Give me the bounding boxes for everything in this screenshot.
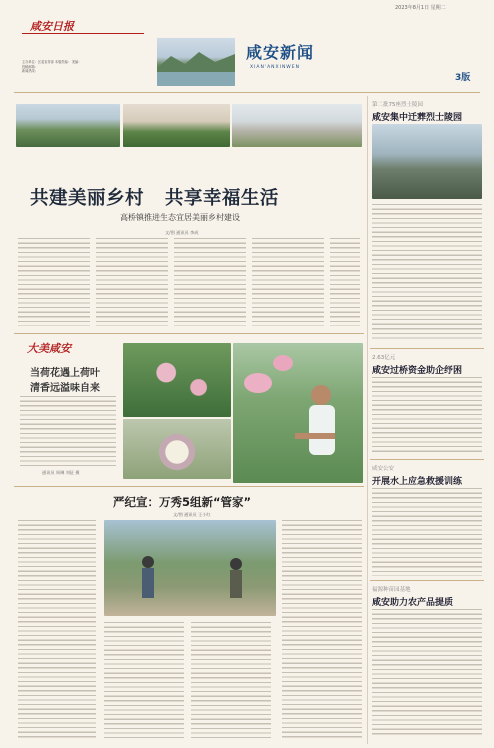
masthead-landscape-photo	[157, 38, 235, 86]
farmer-lotus-photo	[233, 343, 363, 483]
story-body-col-4	[282, 520, 362, 738]
right-s1-title: 咸安集中迁葬烈士陵园	[372, 113, 463, 123]
lead-photo-middle	[123, 104, 230, 147]
lotus-photo-1	[123, 343, 231, 417]
info-line-1: 主办单位：区委宣传部 本版责编： 美编：	[22, 60, 82, 64]
lead-body-col-5	[330, 238, 360, 326]
section-divider-1	[14, 333, 364, 334]
story-photo	[104, 520, 276, 616]
right-s3-body	[372, 488, 482, 576]
right-s4-title: 咸安助力农产品提质	[372, 598, 454, 608]
right-s2-title: 咸安过桥资金助企纾困	[372, 366, 463, 376]
lotus-photo-2	[123, 419, 231, 479]
right-divider-3	[370, 580, 484, 581]
masthead-bottom-rule	[14, 92, 480, 93]
masthead-info	[22, 60, 147, 74]
feature-title-2: 清香远溢味自来	[30, 383, 100, 394]
right-column-separator	[367, 96, 368, 744]
lead-subhead: 高桥镇推进生态宜居美丽乡村建设	[120, 213, 240, 222]
lead-body-col-1	[18, 238, 90, 326]
lead-photo-left	[16, 104, 120, 147]
right-s1-body	[372, 204, 482, 342]
story-headline: 严纪宣：万秀5组新“管家”	[113, 495, 252, 509]
right-s2-body	[372, 377, 482, 455]
page-title-en: XIAN'ANXINWEN	[250, 65, 300, 70]
story-body-col-3	[191, 622, 271, 738]
brand-logo: 咸安日报	[30, 20, 74, 33]
lead-body-col-4	[252, 238, 324, 326]
feature-title-1: 当荷花遇上荷叶	[30, 368, 100, 379]
right-divider-2	[370, 459, 484, 460]
lead-body-col-2	[96, 238, 168, 326]
right-divider-1	[370, 348, 484, 349]
story-body-col-2	[104, 622, 184, 738]
info-line-2: 投稿邮箱：	[22, 64, 38, 69]
section-divider-2	[14, 486, 364, 487]
masthead	[0, 0, 494, 95]
right-s3-title: 开展水上应急救援训练	[372, 477, 463, 487]
right-s2-kicker: 2.63亿元	[372, 355, 396, 361]
story-photo-svg	[104, 520, 276, 616]
feature-byline: 通讯员 周琳 刘征 摄	[42, 470, 80, 475]
right-s3-kicker: 咸安公安	[372, 466, 395, 472]
lead-body-col-3	[174, 238, 246, 326]
masthead-rule	[22, 33, 144, 34]
top-date: 2023年8月1日 星期二	[395, 5, 446, 11]
lead-byline: 文/图 通讯员 李成	[165, 230, 199, 235]
feature-kicker: 大美咸安	[27, 342, 71, 355]
landscape-svg	[157, 38, 235, 86]
story-body-col-1	[18, 520, 96, 738]
cemetery-photo	[372, 124, 482, 199]
page-number: 3版	[455, 73, 471, 83]
info-line-3: 新闻热线：	[22, 69, 38, 74]
feature-body	[20, 396, 116, 466]
right-s1-kicker: 第二批75座烈士陵园	[372, 102, 423, 108]
lead-photo-right	[232, 104, 362, 147]
lead-headline: 共建美丽乡村 共享幸福生活	[30, 188, 279, 209]
farmer-figure-svg	[233, 343, 363, 483]
right-s4-body	[372, 609, 482, 738]
page-title: 咸安新闻	[246, 43, 315, 62]
right-s4-kicker: 福源种苗园基地	[372, 587, 411, 593]
story-byline: 文/图 通讯员 王小红	[173, 512, 211, 517]
